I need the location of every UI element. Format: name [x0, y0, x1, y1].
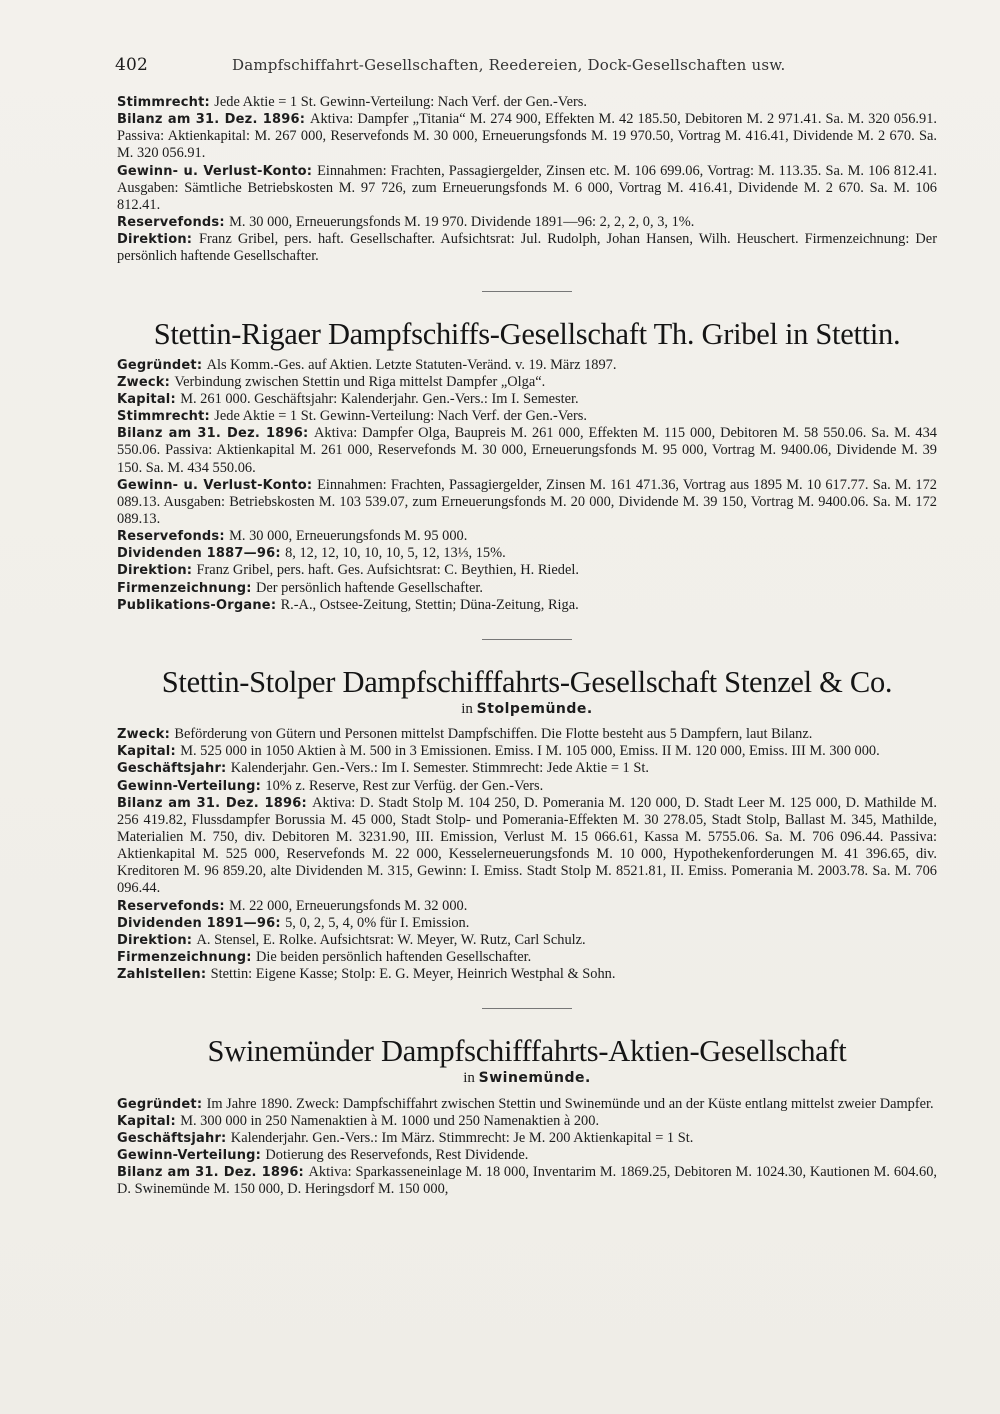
entry: [117, 743, 937, 760]
company-section-stettin-stolper: [117, 665, 937, 984]
entry: [117, 1130, 937, 1147]
entry-label: Firmenzeichnung:: [117, 950, 252, 966]
entry-label: Dividenden 1887—96:: [117, 546, 281, 562]
entry-label: Firmenzeichnung:: [117, 580, 252, 596]
entry-text: 8, 12, 12, 10, 10, 10, 5, 12, 13⅓, 15%.: [285, 545, 506, 562]
entry-label: Gewinn-Verteilung:: [117, 778, 262, 794]
company-section-continuation: [117, 94, 937, 266]
entry-label: Kapital:: [117, 391, 176, 407]
entry: [117, 231, 937, 265]
entry-text: Der persönlich haftende Gesellschafter.: [255, 579, 483, 596]
entry-text: 10% z. Reserve, Rest zur Verfüg. der Gen.-Vers.: [265, 777, 544, 794]
entry-text: Franz Gribel, pers. haft. Ges. Aufsichtsrat: C. Beythien, H. Riedel.: [196, 562, 579, 579]
company-name: Stettin-Stolper Dampfschifffahrts-Gesellschaft Stenzel & Co.: [161, 664, 893, 699]
entry: [117, 597, 937, 614]
entry-text: Dotierung des Reservefonds, Rest Dividende.: [265, 1147, 529, 1164]
entry-text: R.-A., Ostsee-Zeitung, Stettin; Düna-Zeitung, Riga.: [280, 596, 579, 613]
entry-label: Publikations-Organe:: [117, 597, 277, 613]
entry-label: Zweck:: [117, 727, 171, 743]
entry-text: Kalenderjahr. Gen.-Vers.: Im März. Stimmrecht: Je M. 200 Aktienkapital = 1 St.: [230, 1129, 694, 1146]
entry-label: Bilanz am 31. Dez. 1896:: [117, 426, 309, 442]
entry: [117, 1113, 937, 1130]
entry: [117, 357, 937, 374]
entry-text: Als Komm.-Ges. auf Aktien. Letzte Statuten-Veränd. v. 19. März 1897.: [206, 356, 617, 373]
entry: [117, 760, 937, 777]
entry-text: Verbindung zwischen Stettin und Riga mittelst Dampfer „Olga“.: [174, 373, 546, 390]
company-city: [117, 1070, 937, 1087]
section-divider: [482, 1008, 572, 1009]
entry-text: M. 30 000, Erneuerungsfonds M. 95 000.: [229, 528, 468, 545]
entry: [117, 795, 937, 898]
entry-text: M. 22 000, Erneuerungsfonds M. 32 000.: [229, 897, 468, 914]
entry-label: Reservefonds:: [117, 215, 225, 231]
entry-label: Kapital:: [117, 744, 176, 760]
entry: [117, 214, 937, 231]
entry-text: Aktiva: D. Stadt Stolp M. 104 250, D. Pomerania M. 120 000, D. Stadt Leer M. 125 000, D. Mathilde M. 256 419.82, Flussdampfer Borussia M. 45 000, Stadt Stolp- und Pomerania-Effekten M. 30 278.05, Stadt Stolp, Ballast M. 345, Mathilde, Materialien M. 750, div. Debitoren M. 3231.90, III. Emission, Verlust M. 15 066.61, Kassa M. 5755.06. Sa. M. 706 096.44. Passiva: Aktienkapital M. 525 000, Reservefonds M. 22 000, Kesselerneuerungsfonds M. 10 000, Hypothekenforderungen M. 41 396.65, div. Kreditoren M. 96 859.20, alte Dividenden M. 315, Gewinn: I. Emiss. Stadt Stolp M. 8521.81, II. Emiss. Pomerania M. 2003.78. Sa. M. 706 096.44.: [117, 794, 937, 897]
entry-label: Direktion:: [117, 932, 193, 948]
entry-text: Stettin: Eigene Kasse; Stolp: E. G. Meyer, Heinrich Westphal & Sohn.: [210, 966, 616, 983]
entry-text: Jede Aktie = 1 St. Gewinn-Verteilung: Nach Verf. der Gen.-Vers.: [214, 94, 587, 110]
entry: [117, 1096, 937, 1113]
entry-label: Bilanz am 31. Dez. 1896:: [117, 112, 306, 128]
entry-label: Gewinn- u. Verlust-Konto:: [117, 163, 313, 179]
company-name: Stettin-Rigaer Dampfschiffs-Gesellschaft Th. Gribel in Stettin.: [153, 316, 901, 351]
entry: [117, 1164, 937, 1198]
entry: [117, 898, 937, 915]
company-city: [117, 701, 937, 718]
entry-label: Gewinn- u. Verlust-Konto:: [117, 477, 313, 493]
entry-label: Zahlstellen:: [117, 967, 207, 983]
entry-text: 5, 0, 2, 5, 4, 0% für I. Emission.: [285, 914, 470, 931]
entry-label: Stimmrecht:: [117, 409, 210, 425]
entry: [117, 94, 937, 111]
entry: [117, 1147, 937, 1164]
entry-text: M. 300 000 in 250 Namenaktien à M. 1000 und 250 Namenaktien à 200.: [180, 1112, 600, 1129]
entry-text: Einnahmen: Frachten, Passagiergelder, Zinsen etc. M. 106 699.06, Vortrag: M. 113.35. Sa. M. 106 812.41. Ausgaben: Sämtliche Betriebskosten M. 97 726, zum Erneuerungsfonds M. 6 000, Vortrag M. 416.41, Dividende M. 2 670. Sa. M. 106 812.41.: [117, 162, 937, 213]
entry-text: Einnahmen: Frachten, Passagiergelder, Zinsen M. 161 471.36, Vortrag aus 1895 M. 10 617.77. Sa. M. 172 089.13. Ausgaben: Betriebskosten M. 103 539.07, zum Erneuerungsfonds M. 20 000, Dividende M. 39 150, Vortrag M. 9400.06. Sa. M. 172 089.13.: [117, 476, 937, 527]
entry: [117, 932, 937, 949]
entry-label: Bilanz am 31. Dez. 1896:: [117, 795, 307, 811]
section-divider: [482, 639, 572, 640]
entry-label: Gegründet:: [117, 1096, 203, 1112]
entry-text: M. 261 000. Geschäftsjahr: Kalenderjahr. Gen.-Vers.: Im I. Semester.: [180, 390, 579, 407]
entry-text: Aktiva: Dampfer Olga, Baupreis M. 261 000, Effekten M. 115 000, Debitoren M. 58 550.06. Sa. M. 434 550.06. Passiva: Aktienkapital M. 261 000, Reservefonds M. 30 000, Erneuerungsfonds M. 95 000, Vortrag M. 9400.06, Dividende M. 39 150. Sa. M. 434 550.06.: [117, 425, 937, 476]
page-content: [117, 94, 937, 1199]
entry-label: Geschäftsjahr:: [117, 1130, 227, 1146]
entry: [117, 580, 937, 597]
company-section-stettin-rigaer: [117, 317, 937, 614]
entry-label: Dividenden 1891—96:: [117, 915, 281, 931]
entry: [117, 425, 937, 476]
entry-label: Kapital:: [117, 1113, 176, 1129]
entry-text: M. 30 000, Erneuerungsfonds M. 19 970. Dividende 1891—96: 2, 2, 2, 0, 3, 1%.: [229, 214, 695, 231]
entry: [117, 949, 937, 966]
entry-text: Im Jahre 1890. Zweck: Dampfschiffahrt zwischen Stettin und Swinemünde und an der Küste entlang mittelst zweier Dampfer.: [206, 1095, 934, 1112]
company-section-swinemuender: [117, 1034, 937, 1198]
section-divider: [482, 291, 572, 292]
entry-label: Direktion:: [117, 232, 193, 248]
entry-label: Bilanz am 31. Dez. 1896:: [117, 1165, 304, 1181]
entry: [117, 111, 937, 162]
entry-label: Gegründet:: [117, 357, 203, 373]
entry: [117, 528, 937, 545]
entry: [117, 562, 937, 579]
entry: [117, 778, 937, 795]
entry: [117, 726, 937, 743]
city-name: Stolpemünde.: [476, 700, 593, 717]
entry-label: Reservefonds:: [117, 529, 225, 545]
entry: [117, 374, 937, 391]
city-name: Swinemünde.: [478, 1070, 591, 1087]
entry: [117, 408, 937, 425]
entry-text: Jede Aktie = 1 St. Gewinn-Verteilung: Nach Verf. der Gen.-Vers.: [214, 408, 587, 425]
entry-label: Direktion:: [117, 563, 193, 579]
entry-label: Gewinn-Verteilung:: [117, 1148, 262, 1164]
entry-label: Geschäftsjahr:: [117, 761, 227, 777]
entry-text: Die beiden persönlich haftenden Gesellschafter.: [255, 949, 532, 966]
entry: [117, 545, 937, 562]
entry-text: M. 525 000 in 1050 Aktien à M. 500 in 3 Emissionen. Emiss. I M. 105 000, Emiss. II M. 120 000, Emiss. III M. 300 000.: [180, 743, 880, 760]
running-title: Dampfschiffahrt-Gesellschaften, Reedereien, Dock-Gesellschaften usw.: [232, 56, 786, 74]
entry: [117, 966, 937, 983]
entry: [117, 915, 937, 932]
entry-label: Zweck:: [117, 374, 171, 390]
entry: [117, 163, 937, 214]
entry: [117, 391, 937, 408]
entry-text: Franz Gribel, pers. haft. Gesellschafter. Aufsichtsrat: Jul. Rudolph, Johan Hansen, Wilh. Heuschert. Firmenzeichnung: Der persönlich haftende Gesellschafter.: [117, 231, 937, 265]
company-name: Swinemünder Dampfschifffahrts-Aktien-Gesellschaft: [207, 1034, 847, 1069]
entry-text: Aktiva: Sparkasseneinlage M. 18 000, Inventarim M. 1869.25, Debitoren M. 1024.30, Kautionen M. 604.60, D. Swinemünde M. 150 000, D. Heringsdorf M. 150 000,: [117, 1164, 937, 1198]
entry-text: A. Stensel, E. Rolke. Aufsichtsrat: W. Meyer, W. Rutz, Carl Schulz.: [196, 931, 586, 948]
entry-text: Beförderung von Gütern und Personen mittelst Dampfschiffen. Die Flotte besteht aus 5 Dampfern, laut Bilanz.: [174, 726, 813, 743]
entry-label: Reservefonds:: [117, 898, 225, 914]
page-number: 402: [115, 55, 149, 75]
entry-text: Aktiva: Dampfer „Titania“ M. 274 900, Effekten M. 42 185.50, Debitoren M. 2 971.41. Sa. M. 320 056.91. Passiva: Aktienkapital: M. 267 000, Reservefonds M. 30 000, Erneuerungsfonds M. 19 970.50, Vortrag M. 416.41, Dividende M. 2 670. Sa. M. 320 056.91.: [117, 111, 938, 162]
entry-text: Kalenderjahr. Gen.-Vers.: Im I. Semester. Stimmrecht: Jede Aktie = 1 St.: [230, 760, 649, 777]
entry-label: Stimmrecht:: [117, 95, 210, 110]
city-prefix: in: [461, 700, 473, 717]
city-prefix: in: [463, 1070, 475, 1087]
entry: [117, 477, 937, 528]
